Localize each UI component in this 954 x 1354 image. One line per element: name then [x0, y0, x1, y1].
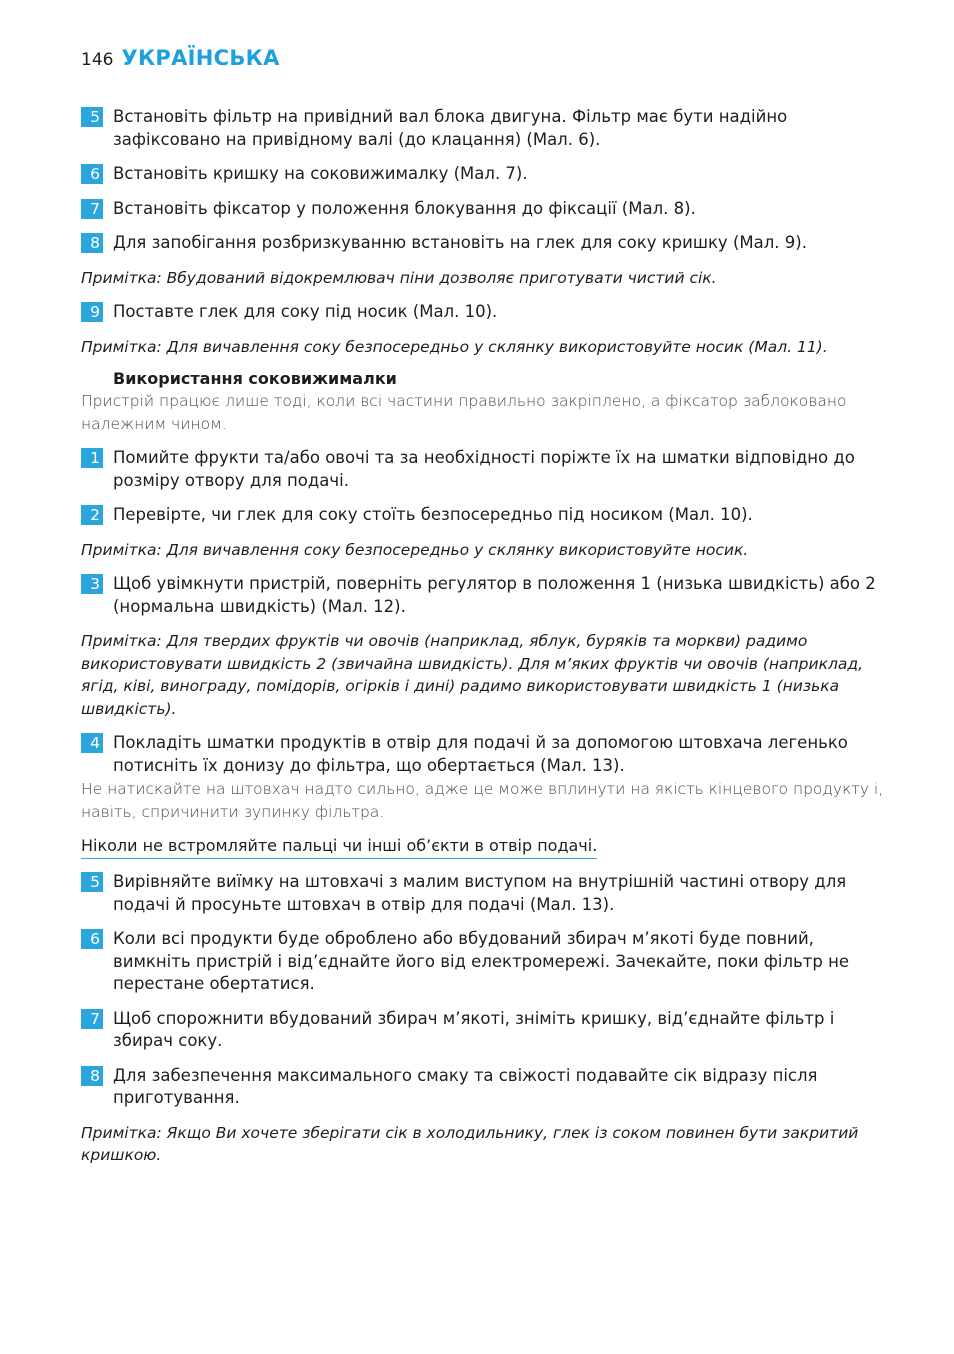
- step-number-badge: 6: [81, 164, 103, 184]
- step-text: Для запобігання розбризкуванню встановіть на глек для соку кришку (Мал. 9).: [113, 233, 807, 252]
- step-8-jug-lid: [81, 232, 893, 255]
- step-9-place-jug: [81, 301, 893, 324]
- step-number-badge: 7: [81, 199, 103, 219]
- note-fridge: Примітка: Якщо Ви хочете зберігати сік в холодильнику, глек із соком повинен бути закритий кришкою.: [81, 1123, 859, 1164]
- step-7-lock-latch: [81, 198, 893, 221]
- step-5-align-pusher: [81, 871, 893, 916]
- step-3-switch-on: [81, 573, 893, 618]
- page-content: [81, 106, 893, 1179]
- step-text: Вирівняйте виїмку на штовхачі з малим виступом на внутрішній частині отвору для подачі й просуньте штовхач в отвір для подачі (Мал. 13).: [113, 872, 847, 914]
- step-1-wash-fruit: [81, 447, 893, 492]
- step-text: Встановіть кришку на соковижималку (Мал. 7).: [113, 164, 528, 183]
- step-text: Коли всі продукти буде оброблено або вбудований збирач м’якоті буде повний, вимкніть пристрій і від’єднайте його від електромережі. Зачекайте, поки фільтр не перестане обертатися.: [113, 929, 850, 993]
- note-speed-advice: Примітка: Для твердих фруктів чи овочів (наприклад, яблук, буряків та моркви) радимо використовувати швидкість 2 (звичайна швидкість). Для м’яких фруктів чи овочів (наприклад, ягід, ківі, винограду, помідорів, огірків і дині) радимо використовувати швидкість 1 (низька швидкість).: [81, 632, 863, 718]
- step-number-badge: 5: [81, 107, 103, 127]
- step-number-badge: 1: [81, 448, 103, 468]
- step-6-switch-off: [81, 928, 893, 996]
- step-text: Щоб увімкнути пристрій, поверніть регулятор в положення 1 (низька швидкість) або 2 (нормальна швидкість) (Мал. 12).: [113, 574, 876, 616]
- step-2-check-jug: [81, 504, 893, 527]
- step-number-badge: 7: [81, 1009, 103, 1029]
- step-number-badge: 8: [81, 233, 103, 253]
- step-6-install-lid: [81, 163, 893, 186]
- step-text: Помийте фрукти та/або овочі та за необхідності поріжте їх на шматки відповідно до розміру отвору для подачі.: [113, 448, 855, 490]
- step-number-badge: 3: [81, 574, 103, 594]
- step-text: Для забезпечення максимального смаку та свіжості подавайте сік відразу після приготування.: [113, 1065, 818, 1107]
- step-text: Перевірте, чи глек для соку стоїть безпосередньо під носиком (Мал. 10).: [113, 505, 753, 524]
- note-foam-separator: Примітка: Вбудований відокремлювач піни дозволяє приготувати чистий сік.: [81, 268, 717, 287]
- step-7-empty-pulp: [81, 1008, 893, 1053]
- step-text: Щоб спорожнити вбудований збирач м’якоті, зніміть кришку, від’єднайте фільтр і збирач соку.: [113, 1008, 835, 1050]
- step-number-badge: 8: [81, 1066, 103, 1086]
- step-number-badge: 2: [81, 505, 103, 525]
- section-title: Використання соковижималки: [113, 369, 397, 388]
- step-number-badge: 6: [81, 929, 103, 949]
- language-heading: УКРАЇНСЬКА: [121, 46, 280, 70]
- step-5-install-filter: [81, 106, 893, 151]
- section-intro: Пристрій працює лише тоді, коли всі частини правильно закріплено, а фіксатор заблоковано належним чином.: [81, 392, 847, 433]
- page-number: 146: [81, 50, 114, 70]
- note-spout-glass: Примітка: Для вичавлення соку безпосередньо у склянку використовуйте носик (Мал. 11).: [81, 337, 828, 356]
- step-number-badge: 4: [81, 733, 103, 753]
- note-spout: Примітка: Для вичавлення соку безпосередньо у склянку використовуйте носик.: [81, 540, 749, 559]
- step-text: Покладіть шматки продуктів в отвір для подачі й за допомогою штовхача легенько потисніть їх донизу до фільтра, що обертається (Мал. 13).: [113, 733, 848, 775]
- step-text: Встановіть фіксатор у положення блокування до фіксації (Мал. 8).: [113, 198, 696, 218]
- step-text: Встановіть фільтр на привідний вал блока двигуна. Фільтр має бути надійно зафіксовано на привідному валі (до клацання) (Мал. 6).: [113, 107, 788, 149]
- step-4-insert-pieces: [81, 732, 893, 777]
- pusher-caution: Не натискайте на штовхач надто сильно, адже це може вплинути на якість кінцевого продукту і, навіть, спричинити зупинку фільтра.: [81, 780, 884, 821]
- step-8-serve-juice: [81, 1065, 893, 1110]
- page-header: [81, 46, 280, 76]
- step-text: Поставте глек для соку під носик (Мал. 10).: [113, 302, 498, 321]
- step-number-badge: 9: [81, 302, 103, 322]
- step-number-badge: 5: [81, 872, 103, 892]
- warning-fingers: Ніколи не встромляйте пальці чи інші об’єкти в отвір подачі.: [81, 835, 597, 859]
